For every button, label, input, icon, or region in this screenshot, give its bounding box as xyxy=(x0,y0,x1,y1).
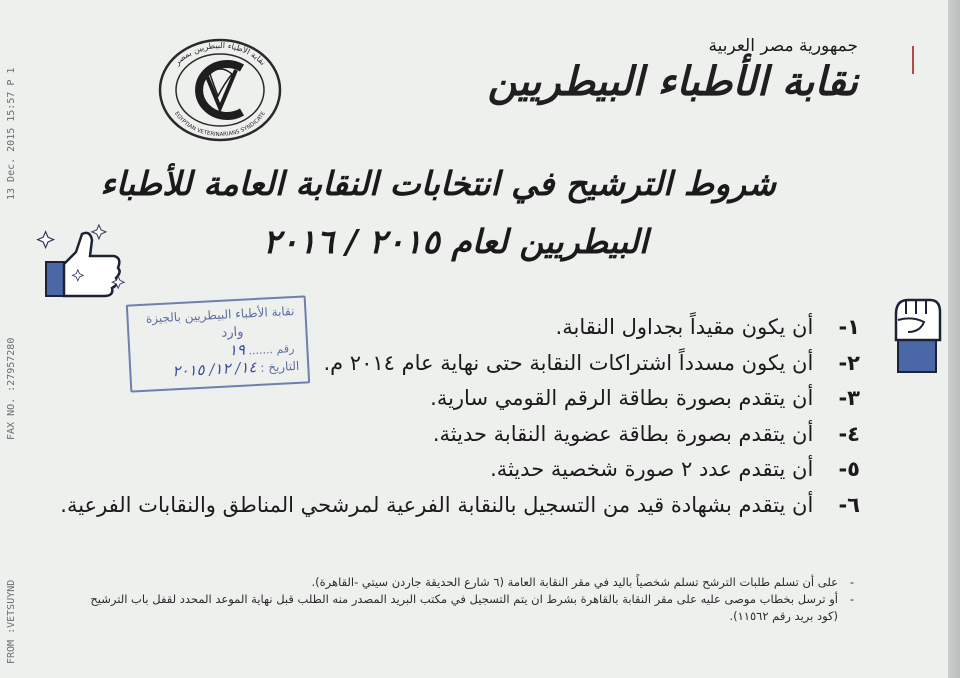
stamp-incoming: وارد xyxy=(221,324,244,341)
item-number: ٦- xyxy=(838,492,860,517)
letterhead xyxy=(488,36,858,105)
republic-name: جمهورية مصر العربية xyxy=(708,36,858,56)
fax-margin xyxy=(6,0,28,678)
footnote-1: -على أن تسلم طلبات الترشح تسلم شخصياً باليد في مقر النقابة العامة (٦ شارع الحديقة جاردن سيتي -القاهرة). xyxy=(311,575,854,589)
list-item xyxy=(60,417,860,453)
fax-number: FAX NO. :27957280 xyxy=(6,337,17,440)
stamp-number-label: رقم xyxy=(276,342,295,356)
item-text: أن يكون مقيداً بجداول النقابة. xyxy=(555,315,814,339)
logo-arabic-ring: نقابة الأطباء البيطريين بمصر xyxy=(172,40,268,67)
item-number: ٢- xyxy=(838,350,860,375)
stamp-org: نقابة الأطباء البيطريين بالجيزة xyxy=(145,303,295,326)
syndicate-name: نقابة الأطباء البيطريين xyxy=(487,58,858,105)
item-text: أن يتقدم بشهادة قيد من التسجيل بالنقابة الفرعية لمرشحي المناطق والنقابات الفرعية. xyxy=(60,492,814,517)
raised-fist-icon xyxy=(886,292,948,380)
stamp-date-value: ١٤/ ١٢/ ٢٠١٥ xyxy=(171,358,257,381)
stamp-number-value: ١٩ xyxy=(228,340,246,360)
item-number: ٤- xyxy=(838,421,860,446)
item-text: أن يتقدم بصورة بطاقة عضوية النقابة حديثة. xyxy=(432,421,814,446)
footnote-3: (كود بريد رقم ١١٥٦٢). xyxy=(729,609,838,623)
item-text: أن يتقدم بصورة بطاقة الرقم القومي سارية. xyxy=(430,386,814,410)
item-text: أن يكون مسدداً اشتراكات النقابة حتى نهاية عام ٢٠١٤ م. xyxy=(323,350,814,375)
list-item xyxy=(60,488,860,524)
footnote-2: -أو ترسل بخطاب موصى عليه على مقر النقابة بالقاهرة بشرط ان يتم التسجيل في مكتب البريد المصدر منه الطلب قبل نهاية الموعد المحدد لقفل باب الترشيح xyxy=(90,592,854,606)
list-item xyxy=(60,381,860,417)
fax-header: 13 Dec. 2015 15:57 P 1 xyxy=(6,67,17,200)
stamp-date-row: التاريخ : ١٤/ ١٢/ ٢٠١٥ xyxy=(171,358,300,381)
conditions-list xyxy=(60,310,860,523)
list-item xyxy=(60,310,860,346)
footnotes xyxy=(54,574,854,625)
red-pen-mark xyxy=(912,46,914,74)
item-number: ٥- xyxy=(838,457,860,481)
document-title-line2: البيطريين لعام ٢٠١٥ / ٢٠١٦ xyxy=(263,222,648,261)
item-text: أن يتقدم عدد ٢ صورة شخصية حديثة. xyxy=(490,457,814,481)
syndicate-logo xyxy=(150,34,290,144)
list-item xyxy=(60,346,860,382)
thumbs-up-icon xyxy=(30,222,130,306)
syndicate-seal-icon xyxy=(150,34,290,144)
stamp-number-row: رقم ....... ١٩ xyxy=(228,340,295,360)
item-number: ٣- xyxy=(838,386,860,410)
item-number: ١- xyxy=(838,315,860,339)
logo-english-ring: EGYPTIAN VETERINARIANS SYNDICATE xyxy=(173,110,267,139)
list-item xyxy=(60,452,860,488)
fax-from: FROM :VETSUYND xyxy=(6,579,17,664)
stamp-date-label: التاريخ xyxy=(267,358,300,375)
page-edge xyxy=(948,0,960,678)
document-title-line1: شروط الترشيح في انتخابات النقابة العامة للأطباء xyxy=(100,164,776,203)
